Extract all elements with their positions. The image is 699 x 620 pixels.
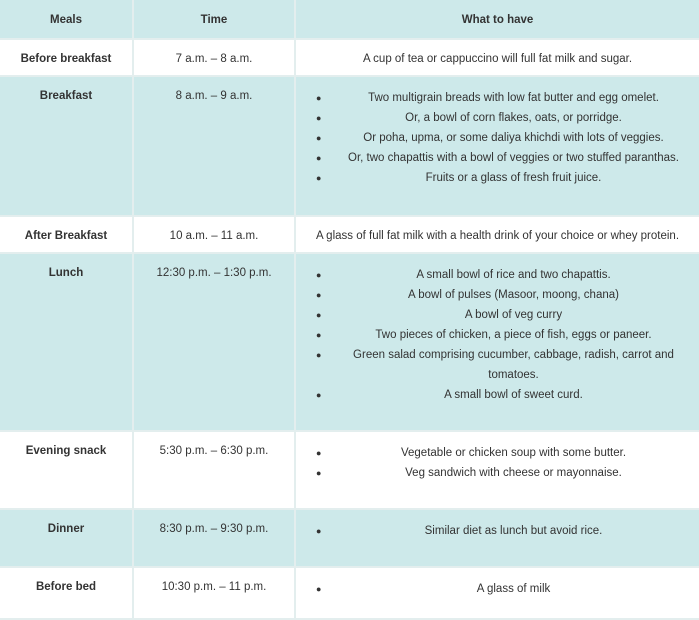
meal-cell: Before breakfast bbox=[0, 39, 133, 76]
food-list bbox=[316, 521, 691, 541]
bullet-icon: ● bbox=[316, 290, 322, 300]
bullet-icon: ● bbox=[316, 448, 322, 458]
time-cell: 5:30 p.m. – 6:30 p.m. bbox=[133, 431, 295, 509]
time-cell: 8 a.m. – 9 a.m. bbox=[133, 76, 295, 216]
list-item: ● A bowl of veg curry bbox=[316, 305, 691, 325]
what-cell: A cup of tea or cappuccino will full fat milk and sugar. bbox=[295, 39, 699, 76]
list-item: ● Green salad comprising cucumber, cabbage, radish, carrot and tomatoes. bbox=[316, 345, 691, 385]
food-list bbox=[316, 579, 691, 599]
list-item: ● Two multigrain breads with low fat butter and egg omelet. bbox=[316, 88, 691, 108]
what-cell bbox=[295, 253, 699, 431]
meal-cell: Before bed bbox=[0, 567, 133, 619]
list-item: ● A glass of milk bbox=[316, 579, 691, 599]
bullet-icon: ● bbox=[316, 526, 322, 536]
table-row bbox=[0, 509, 699, 567]
time-cell: 10:30 p.m. – 11 p.m. bbox=[133, 567, 295, 619]
time-cell: 7 a.m. – 8 a.m. bbox=[133, 39, 295, 76]
table-row bbox=[0, 253, 699, 431]
list-item: ● A small bowl of sweet curd. bbox=[316, 385, 691, 405]
table-row bbox=[0, 431, 699, 509]
bullet-icon: ● bbox=[316, 330, 322, 340]
bullet-icon: ● bbox=[316, 93, 322, 103]
header-meals: Meals bbox=[0, 0, 133, 39]
bullet-icon: ● bbox=[316, 310, 322, 320]
bullet-icon: ● bbox=[316, 584, 322, 594]
bullet-icon: ● bbox=[316, 173, 322, 183]
bullet-icon: ● bbox=[316, 153, 322, 163]
header-what: What to have bbox=[295, 0, 699, 39]
meal-cell: Evening snack bbox=[0, 431, 133, 509]
meal-cell: After Breakfast bbox=[0, 216, 133, 253]
time-cell: 10 a.m. – 11 a.m. bbox=[133, 216, 295, 253]
time-cell: 8:30 p.m. – 9:30 p.m. bbox=[133, 509, 295, 567]
list-item: ● A bowl of pulses (Masoor, moong, chana) bbox=[316, 285, 691, 305]
list-item: ● Or poha, upma, or some daliya khichdi with lots of veggies. bbox=[316, 128, 691, 148]
bullet-icon: ● bbox=[316, 350, 322, 360]
list-item: ● Fruits or a glass of fresh fruit juice. bbox=[316, 168, 691, 188]
table-row bbox=[0, 76, 699, 216]
table-row bbox=[0, 216, 699, 253]
meal-cell: Dinner bbox=[0, 509, 133, 567]
food-list bbox=[316, 265, 691, 405]
bullet-icon: ● bbox=[316, 270, 322, 280]
list-item: ● Or, two chapattis with a bowl of veggies or two stuffed paranthas. bbox=[316, 148, 691, 168]
what-cell: A glass of full fat milk with a health drink of your choice or whey protein. bbox=[295, 216, 699, 253]
what-cell bbox=[295, 567, 699, 619]
time-cell: 12:30 p.m. – 1:30 p.m. bbox=[133, 253, 295, 431]
what-cell bbox=[295, 509, 699, 567]
what-cell bbox=[295, 431, 699, 509]
food-list bbox=[316, 443, 691, 483]
bullet-icon: ● bbox=[316, 133, 322, 143]
list-item: ● Two pieces of chicken, a piece of fish, eggs or paneer. bbox=[316, 325, 691, 345]
bullet-icon: ● bbox=[316, 390, 322, 400]
header-row bbox=[0, 0, 699, 39]
table-row bbox=[0, 567, 699, 619]
food-list bbox=[316, 88, 691, 188]
header-time: Time bbox=[133, 0, 295, 39]
list-item: ● Veg sandwich with cheese or mayonnaise. bbox=[316, 463, 691, 483]
what-cell bbox=[295, 76, 699, 216]
list-item: ● A small bowl of rice and two chapattis. bbox=[316, 265, 691, 285]
list-item: ● Vegetable or chicken soup with some butter. bbox=[316, 443, 691, 463]
list-item: ● Or, a bowl of corn flakes, oats, or porridge. bbox=[316, 108, 691, 128]
table-row bbox=[0, 39, 699, 76]
bullet-icon: ● bbox=[316, 113, 322, 123]
bullet-icon: ● bbox=[316, 468, 322, 478]
meal-cell: Breakfast bbox=[0, 76, 133, 216]
list-item: ● Similar diet as lunch but avoid rice. bbox=[316, 521, 691, 541]
meal-cell: Lunch bbox=[0, 253, 133, 431]
